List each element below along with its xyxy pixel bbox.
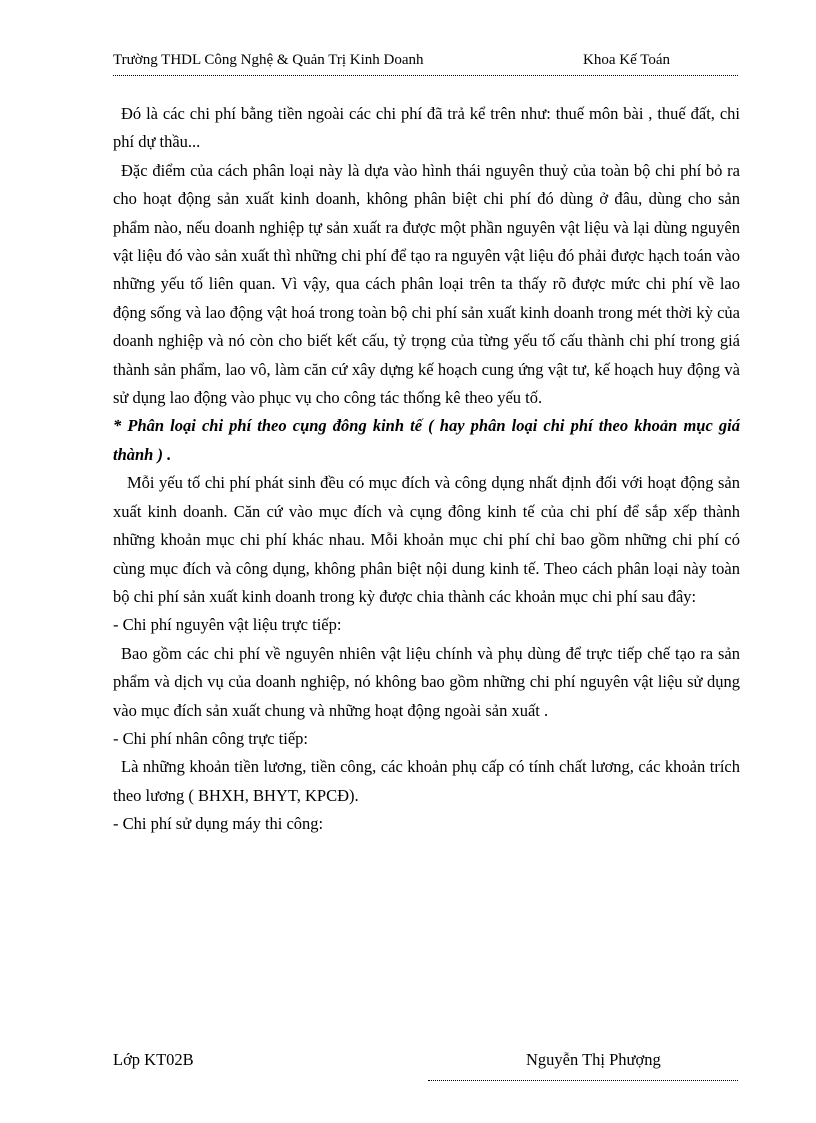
header-divider <box>113 75 738 76</box>
list-item-machine-costs: - Chi phí sử dụng máy thi công: <box>113 814 324 834</box>
paragraph-direct-materials: Bao gồm các chi phí về nguyên nhiên vật liệu chính và phụ dùng để trực tiếp chế tạo ra sản phẩm và dịch vụ của doanh nghiệp, nó không bao gồm những chi phí nguyên vật liệu sử dụng vào mục đích sản xuất chung và những hoạt động ngoài sản xuất . <box>113 643 740 720</box>
document-body <box>113 100 740 839</box>
paragraph-cost-items-intro: Mỗi yếu tố chi phí phát sinh đều có mục đích và công dụng nhất định đối với hoạt động sản xuất kinh doanh. Căn cứ vào mục đích và cụng đông kinh tế của chi phí để sắp xếp thành những khoản mục chi phí khác nhau. Mỗi khoản mục chi phí chỉ bao gồm những chi phí có cùng mục đích và công dụng, không phân biệt nội dung kinh tế. Theo cách phân loại này toàn bộ chi phí sản xuất kinh doanh trong kỳ được chia thành các khoản mục chi phí sau đây: <box>113 473 740 606</box>
paragraph-direct-labor: Là những khoản tiền lương, tiền công, các khoản phụ cấp có tính chất lương, các khoản trích theo lương ( BHXH, BHYT, KPCĐ). <box>113 757 740 805</box>
section-heading-cost-items: * Phân loại chi phí theo cụng đông kinh tế ( hay phân loại chi phí theo khoản mục giá thành ) . <box>113 416 740 464</box>
department-name: Khoa Kế Toán <box>583 52 670 68</box>
class-label: Lớp KT02B <box>113 1050 194 1069</box>
author-name: Nguyễn Thị Phượng <box>526 1050 661 1069</box>
paragraph-classification-characteristics: Đặc điểm của cách phân loại này là dựa vào hình thái nguyên thuỷ của toàn bộ chi phí bỏ ra cho hoạt động sản xuất kinh doanh, không phân biệt chi phí đó dùng ở đâu, dùng cho sản phẩm nào, nếu doanh nghiệp tự sản xuất ra được một phần nguyên vật liệu và lại dùng nguyên vật liệu đó vào sản xuất thì những chi phí để tạo ra nguyên vật liệu đó phải được hạch toán vào những yếu tố liên quan. Vì vậy, qua cách phân loại trên ta thấy rõ được mức chi phí về lao động sống và lao động vật hoá trong toàn bộ chi phí sản xuất kinh doanh trong mét thời kỳ của doanh nghiệp và nó còn cho biết kết cấu, tỷ trọng của từng yếu tố cấu thành chi phí trong giá thành sản phẩm, lao vô, làm căn cứ xây dựng kế hoạch cung ứng vật tư, kế hoạch huy động và sử dụng lao động vào phục vụ cho công tác thống kê theo yếu tố. <box>113 160 740 408</box>
paragraph-other-cash-costs: Đó là các chi phí bằng tiền ngoài các chi phí đã trả kể trên như: thuế môn bài , thuế đất, chi phí dự thầu... <box>113 104 740 152</box>
list-item-direct-materials: - Chi phí nguyên vật liệu trực tiếp: <box>113 615 342 635</box>
list-item-direct-labor: - Chi phí nhân công trực tiếp: <box>113 728 308 748</box>
page-header <box>113 52 738 74</box>
school-name: Trường THDL Công Nghệ & Quản Trị Kinh Doanh <box>113 52 424 68</box>
page-footer <box>113 1050 738 1074</box>
footer-divider <box>428 1080 738 1081</box>
